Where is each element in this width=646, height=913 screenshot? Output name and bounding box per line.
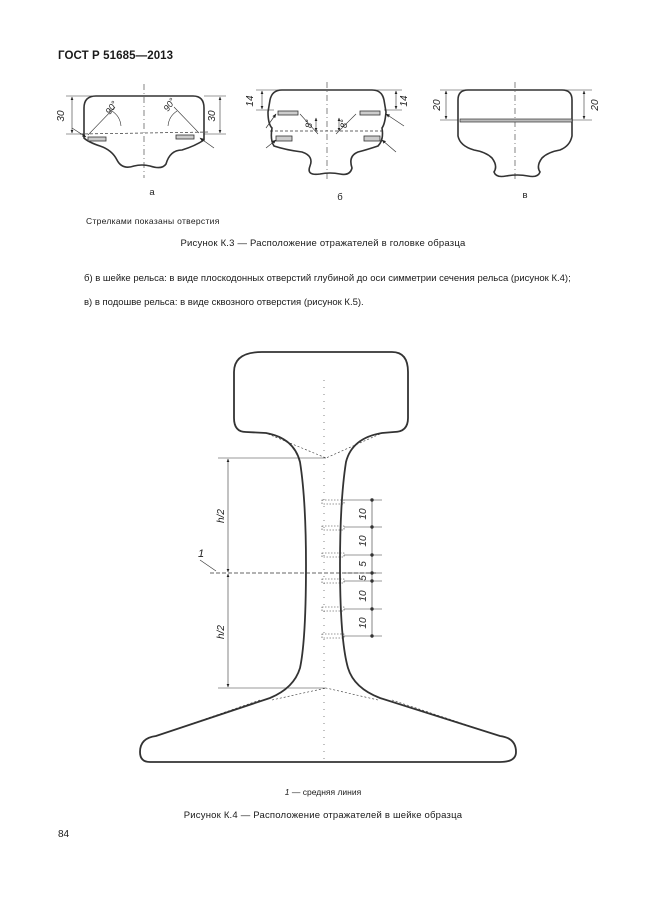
figure-k3-note: Стрелками показаны отверстия [86,216,220,226]
figure-k3-caption: Рисунок К.3 — Расположение отражателей в головке образца [180,238,466,249]
angle-b-left: 8° [304,119,314,128]
label-v: в [522,190,528,201]
dim-v-left-20: 20 [432,99,443,111]
figure-k3-v [440,82,592,182]
label-a: а [149,187,155,198]
figure-k3-b [256,82,404,180]
dim-10-c: 10 [358,590,369,602]
legend-text: — средняя линия [291,787,362,797]
dim-10-b: 10 [358,535,369,547]
dim-h2-top: h/2 [216,509,227,523]
legend-number: 1 [284,787,290,797]
angle-b-right: 8° [339,119,349,128]
figure-k4-legend [0,787,646,797]
label-b: б [337,192,343,203]
paragraph-b: б) в шейке рельса: в виде плоскодонных отверстий глубиной до оси симметрии сечения рельса (рисунок К.4); [84,273,571,284]
document-header: ГОСТ Р 51685—2013 [58,50,174,62]
dim-10-a: 10 [358,508,369,520]
figure-k4-caption: Рисунок К.4 — Расположение отражателей в шейке образца [183,810,463,821]
dim-a-left-30: 30 [56,110,67,122]
dim-a-right-30: 30 [207,110,218,122]
paragraph-v: в) в подошве рельса: в виде сквозного отверстия (рисунок К.5). [84,297,364,308]
dim-h2-bottom: h/2 [216,625,227,639]
callout-1: 1 [198,548,205,560]
angle-a-left: 90° [103,99,120,117]
angle-a-right: 90° [161,96,178,114]
dim-b-left-14: 14 [245,95,256,107]
page-number: 84 [58,829,70,840]
dim-v-right-20: 20 [590,99,601,111]
dim-b-right-14: 14 [399,95,410,107]
dim-5-a: 5 [358,561,369,567]
figure-k3-a [66,84,226,178]
dim-5-b: 5 [358,575,369,581]
dim-10-d: 10 [358,617,369,629]
figure-k4 [140,352,516,762]
